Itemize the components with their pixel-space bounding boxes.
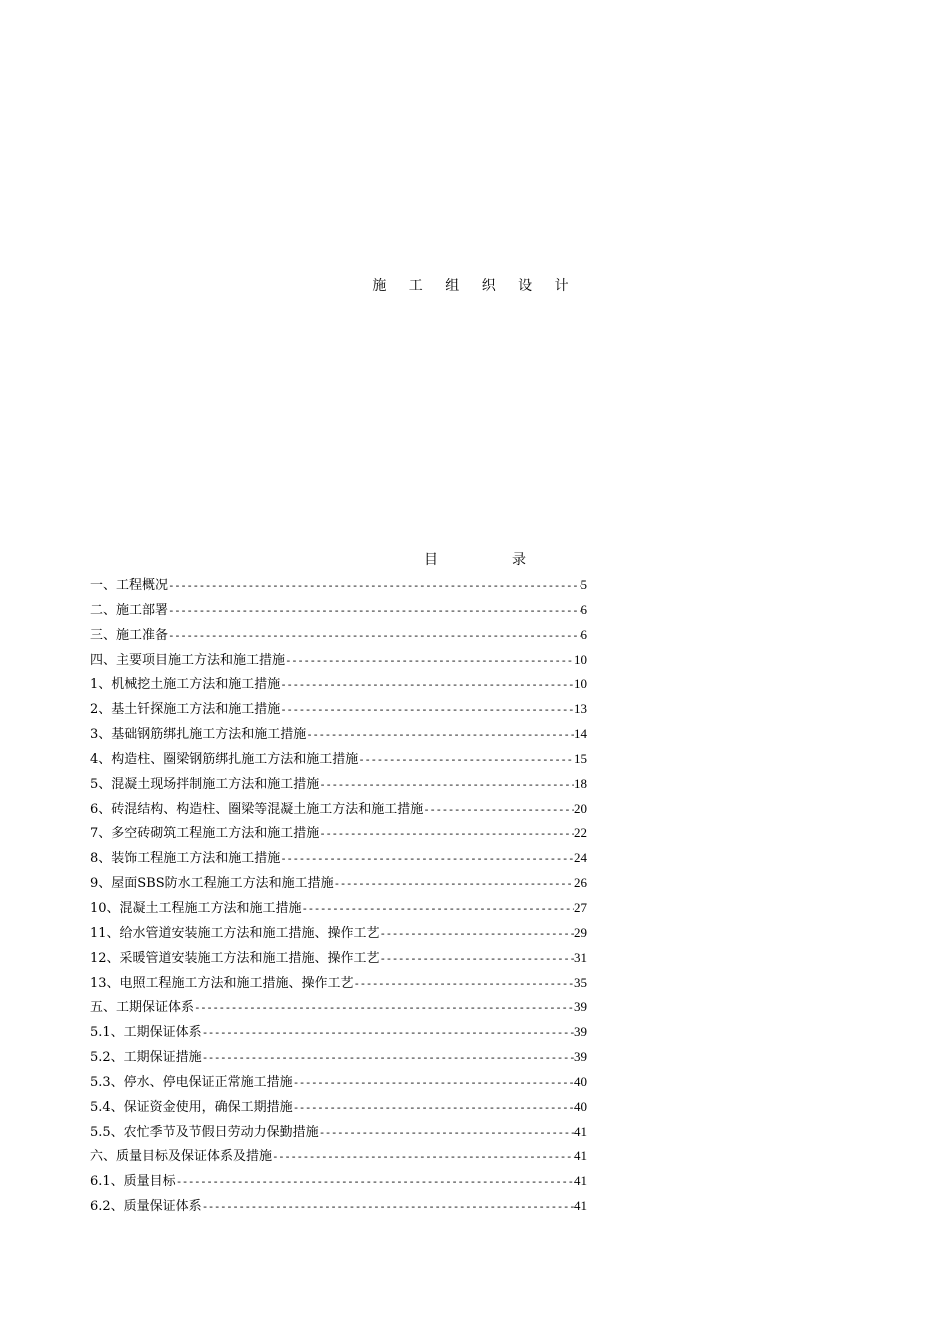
toc-entry-label: 1、机械挖土施工方法和施工措施 — [90, 677, 281, 693]
toc-leader-dashes — [176, 1170, 574, 1194]
toc-entry-label: 9、屋面SBS防水工程施工方法和施工措施 — [90, 876, 334, 892]
toc-entry-page: 40 — [574, 1098, 587, 1114]
toc-entry-label: 7、多空砖砌筑工程施工方法和施工措施 — [90, 826, 320, 842]
toc-entry-page: 22 — [574, 825, 587, 841]
toc-leader-dashes — [319, 773, 574, 797]
toc-entry[interactable] — [90, 747, 587, 772]
toc-entry-page: 39 — [574, 1024, 587, 1040]
toc-entry-label: 5.4、保证资金使用，确保工期措施 — [90, 1099, 293, 1115]
toc-entry-page: 41 — [574, 1123, 587, 1139]
toc-entry-label: 五、工期保证体系 — [90, 1000, 195, 1016]
toc-leader-dashes — [168, 574, 580, 598]
toc-leader-dashes — [168, 599, 580, 623]
toc-entry-page: 40 — [574, 1073, 587, 1089]
toc-entry-page: 14 — [574, 726, 587, 742]
toc-entry[interactable] — [90, 648, 587, 673]
toc-entry-label: 10、混凝土工程施工方法和施工措施 — [90, 900, 302, 916]
toc-entry[interactable] — [90, 871, 587, 896]
toc-leader-dashes — [319, 1121, 574, 1145]
toc-entry-page: 24 — [574, 850, 587, 866]
toc-entry-page: 15 — [574, 750, 587, 766]
toc-leader-dashes — [380, 922, 574, 946]
toc-leader-dashes — [285, 649, 574, 673]
toc-entry-label: 5.3、停水、停电保证正常施工措施 — [90, 1074, 293, 1090]
toc-leader-dashes — [380, 947, 574, 971]
toc-entry-page: 10 — [574, 651, 587, 667]
toc-entry-label: 6.2、质量保证体系 — [90, 1199, 202, 1215]
toc-entry-label: 4、构造柱、圈梁钢筋绑扎施工方法和施工措施 — [90, 751, 359, 767]
toc-entry[interactable] — [90, 1194, 587, 1219]
toc-entry-label: 5、混凝土现场拌制施工方法和施工措施 — [90, 776, 320, 792]
toc-leader-dashes — [194, 996, 574, 1020]
toc-entry-page: 27 — [574, 899, 587, 915]
toc-entry-page: 41 — [574, 1173, 587, 1189]
toc-entry[interactable] — [90, 772, 587, 797]
toc-heading: 目 录 — [424, 552, 556, 568]
toc-entry-label: 11、给水管道安装施工方法和施工措施、操作工艺 — [90, 925, 380, 941]
toc-entry-label: 5.1、工期保证体系 — [90, 1025, 202, 1041]
toc-entry-label: 3、基础钢筋绑扎施工方法和施工措施 — [90, 727, 307, 743]
toc-entry-page: 29 — [574, 924, 587, 940]
toc-leader-dashes — [202, 1021, 574, 1045]
toc-entry-label: 四、主要项目施工方法和施工措施 — [90, 652, 286, 668]
toc-entry[interactable] — [90, 697, 587, 722]
toc-entry-page: 26 — [574, 875, 587, 891]
toc-leader-dashes — [306, 723, 574, 747]
toc-entry[interactable] — [90, 946, 587, 971]
toc-leader-dashes — [354, 972, 574, 996]
toc-entry[interactable] — [90, 971, 587, 996]
toc-entry-label: 六、质量目标及保证体系及措施 — [90, 1149, 273, 1165]
toc-entry-label: 6、砖混结构、构造柱、圈梁等混凝土施工方法和施工措施 — [90, 801, 424, 817]
toc-entry[interactable] — [90, 623, 587, 648]
toc-entry-page: 18 — [574, 775, 587, 791]
toc-leader-dashes — [334, 872, 574, 896]
toc-entry[interactable] — [90, 722, 587, 747]
toc-leader-dashes — [358, 748, 574, 772]
table-of-contents — [90, 573, 587, 1219]
document-title: 施 工 组 织 设 计 — [372, 278, 578, 294]
toc-leader-dashes — [168, 624, 580, 648]
toc-entry-page: 41 — [574, 1148, 587, 1164]
toc-entry[interactable] — [90, 672, 587, 697]
toc-entry-label: 12、采暖管道安装施工方法和施工措施、操作工艺 — [90, 950, 380, 966]
toc-leader-dashes — [423, 798, 574, 822]
toc-entry-page: 31 — [574, 949, 587, 965]
toc-entry-page: 13 — [574, 701, 587, 717]
toc-entry[interactable] — [90, 573, 587, 598]
toc-entry[interactable] — [90, 846, 587, 871]
toc-entry[interactable] — [90, 995, 587, 1020]
toc-entry-label: 一、工程概况 — [90, 578, 169, 593]
toc-leader-dashes — [302, 897, 574, 921]
toc-entry-page: 35 — [574, 974, 587, 990]
toc-leader-dashes — [319, 822, 574, 846]
toc-entry-page: 20 — [574, 800, 587, 816]
toc-leader-dashes — [280, 673, 574, 697]
toc-entry[interactable] — [90, 1070, 587, 1095]
toc-leader-dashes — [202, 1046, 574, 1070]
toc-entry-page: 39 — [574, 999, 587, 1015]
toc-entry[interactable] — [90, 1120, 587, 1145]
toc-entry[interactable] — [90, 598, 587, 623]
toc-entry-page: 5 — [580, 577, 587, 592]
toc-entry[interactable] — [90, 1020, 587, 1045]
toc-entry-label: 2、基土钎探施工方法和施工措施 — [90, 702, 281, 718]
toc-leader-dashes — [293, 1071, 574, 1095]
toc-leader-dashes — [293, 1096, 574, 1120]
toc-entry-label: 三、施工准备 — [90, 627, 169, 643]
toc-entry[interactable] — [90, 1045, 587, 1070]
toc-leader-dashes — [280, 847, 574, 871]
toc-entry-page: 41 — [574, 1198, 587, 1214]
toc-entry-page: 6 — [580, 601, 587, 617]
toc-entry-label: 13、电照工程施工方法和施工措施、操作工艺 — [90, 975, 354, 991]
toc-entry-label: 8、装饰工程施工方法和施工措施 — [90, 851, 281, 867]
toc-entry-page: 10 — [574, 676, 587, 692]
toc-entry[interactable] — [90, 821, 587, 846]
toc-entry-label: 5.5、农忙季节及节假日劳动力保勤措施 — [90, 1124, 319, 1140]
toc-leader-dashes — [280, 698, 574, 722]
toc-entry-label: 5.2、工期保证措施 — [90, 1050, 202, 1066]
toc-entry[interactable] — [90, 896, 587, 921]
toc-entry-label: 二、施工部署 — [90, 602, 169, 618]
toc-entry[interactable] — [90, 921, 587, 946]
toc-leader-dashes — [202, 1195, 574, 1219]
toc-entry[interactable] — [90, 1095, 587, 1120]
toc-entry[interactable] — [90, 1169, 587, 1194]
toc-entry-label: 6.1、质量目标 — [90, 1174, 176, 1190]
toc-entry[interactable] — [90, 1144, 587, 1169]
toc-entry-page: 6 — [580, 626, 587, 642]
toc-entry[interactable] — [90, 797, 587, 822]
toc-entry-page: 39 — [574, 1049, 587, 1065]
toc-leader-dashes — [272, 1145, 574, 1169]
